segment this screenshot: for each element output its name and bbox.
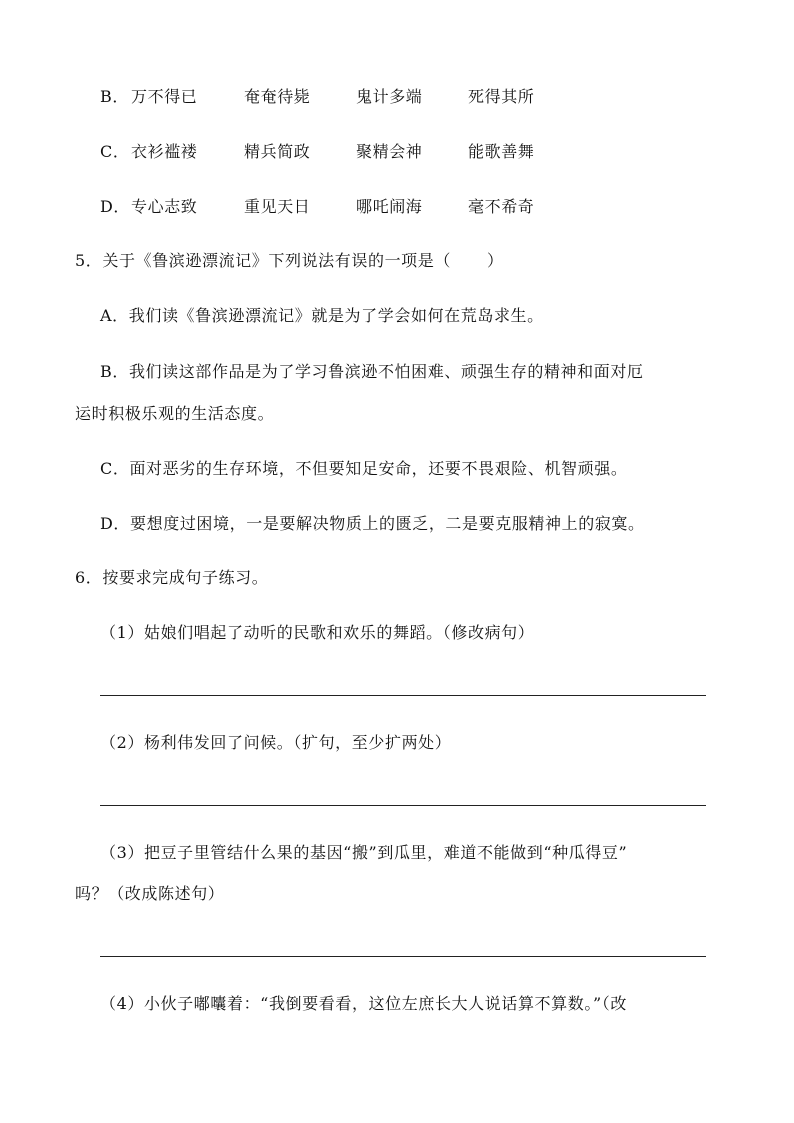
option-word: 能歌善舞	[468, 142, 535, 161]
answer-line-1[interactable]	[100, 695, 706, 696]
q5-stem-text: 5．关于《鲁滨逊漂流记》下列说法有误的一项是（	[75, 251, 451, 270]
q6-sentence-2: （2）杨利伟发回了问候。（扩句，至少扩两处）	[100, 733, 452, 752]
q5-option-a: A．我们读《鲁滨逊漂流记》就是为了学会如何在荒岛求生。	[100, 306, 544, 325]
q5-option-c: C．面对恶劣的生存环境，不但要知足安命，还要不畏艰险、机智顽强。	[100, 459, 628, 478]
q6-sentence-3-cont: 吗？（改成陈述句）	[75, 884, 225, 903]
q5-stem	[75, 251, 504, 271]
q5-option-b: B．我们读这部作品是为了学习鲁滨逊不怕困难、顽强生存的精神和面对厄	[100, 362, 644, 381]
option-label: D．	[100, 197, 131, 216]
q5-stem-close: ）	[486, 251, 504, 270]
q6-sentence-4: （4）小伙子嘟囔着：“我倒要看看，这位左庶长大人说话算不算数。”（改	[100, 994, 627, 1013]
option-word: 聚精会神	[356, 142, 423, 161]
option-label: B．	[100, 87, 129, 106]
option-label: C．	[100, 142, 130, 161]
option-word: 衣衫褴褛	[131, 142, 198, 161]
option-word: 专心志致	[131, 197, 198, 216]
q5-option-b-cont: 运时积极乐观的生活态度。	[75, 404, 275, 423]
option-word: 重见天日	[244, 197, 311, 216]
option-word: 精兵简政	[244, 142, 311, 161]
q6-sentence-1: （1）姑娘们唱起了动听的民歌和欢乐的舞蹈。（修改病句）	[100, 623, 535, 642]
option-word: 毫不希奇	[468, 197, 535, 216]
q6-stem: 6．按要求完成句子练习。	[75, 568, 269, 587]
q6-sentence-3: （3）把豆子里管结什么果的基因“搬”到瓜里，难道不能做到“种瓜得豆”	[100, 843, 628, 862]
option-word: 万不得已	[131, 87, 198, 106]
option-word: 死得其所	[468, 87, 535, 106]
answer-line-3[interactable]	[100, 956, 706, 957]
option-word: 鬼计多端	[356, 87, 423, 106]
q5-option-d: D．要想度过困境，一是要解决物质上的匮乏，二是要克服精神上的寂寞。	[100, 514, 645, 533]
answer-line-2[interactable]	[100, 805, 706, 806]
option-word: 哪吒闹海	[356, 197, 423, 216]
option-word: 奄奄待毙	[244, 87, 311, 106]
